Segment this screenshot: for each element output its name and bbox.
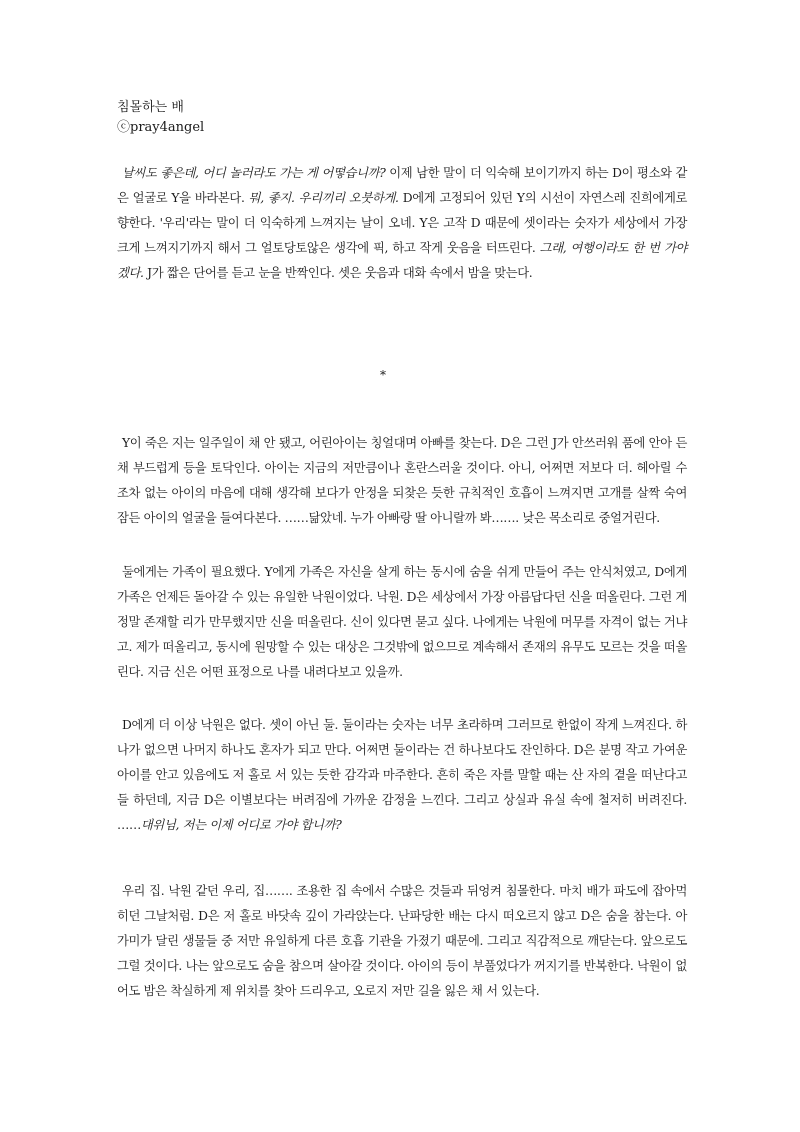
text-run: 둘에게는 가족이 필요했다. Y에게 가족은 자신을 살게 하는 동시에 숨을 쉬게 만들어 주는 안식처였고, D에게 가족은 언제든 돌아갈 수 있는 유일한 낙원이었다. 낙원. D은 세상에서 가장 아름답다던 신을 떠올린다. 그런 게 정말 존재할 리가 만무했지만 신을 떠올린다. 신이 있다면 묻고 싶다. 나에게는 낙원에 머무를 자격이 없는 거냐고. 제가 떠올리고, 동시에 원망할 수 있는 대상은 그것밖에 없으므로 계속해서 존재의 유무도 모르는 것을 떠올린다. 지금 신은 어떤 표정으로 나를 내려다보고 있을까. [117, 565, 687, 679]
text-run: D에게 더 이상 낙원은 없다. 셋이 아닌 둘. 둘이라는 숫자는 너무 초라하며 그러므로 한없이 작게 느껴진다. 하나가 없으면 나머지 하나도 혼자가 되고 만다. 어쩌면 둘이라는 건 하나보다도 잔인하다. D은 분명 작고 가여운 아이를 안고 있음에도 저 홀로 서 있는 듯한 감각과 마주한다. 흔히 죽은 자를 말할 때는 산 자의 곁을 떠난다고들 하던데, 지금 D은 이별보다는 버려짐에 가까운 감정을 느낀다. 그리고 상실과 유실 속에 철저히 버려진다. …… [117, 718, 687, 832]
text-run: Y이 죽은 지는 일주일이 채 안 됐고, 어린아이는 칭얼대며 아빠를 찾는다. D은 그런 J가 안쓰러워 품에 안아 든 채 부드럽게 등을 토닥인다. 아이는 지금의 저만큼이나 혼란스러울 것이다. 아니, 어쩌면 저보다 더. 헤아릴 수조차 없는 아이의 마음에 대해 생각해 보다가 안정을 되찾은 듯한 규칙적인 호흡이 느껴지면 고개를 살짝 숙여 잠든 아이의 얼굴을 들여다본다. ……닮았네. 누가 아빠랑 딸 아니랄까 봐……. 낮은 목소리로 중얼거린다. [117, 436, 687, 525]
paragraph-2 [117, 431, 687, 531]
paragraph-5 [117, 879, 687, 1004]
text-run: 우리 집. 낙원 같던 우리, 집……. 조용한 집 속에서 수많은 것들과 뒤엉켜 침몰한다. 마치 배가 파도에 잡아먹히던 그날처럼. D은 저 홀로 바닷속 깊이 가라앉는다. 난파당한 배는 다시 떠오르지 않고 D은 숨을 참는다. 아가미가 달린 생물들 중 저만 유일하게 다른 호흡 기관을 가졌기 때문에. 그리고 직감적으로 깨닫는다. 앞으로도 그럴 것이다. 나는 앞으로도 숨을 참으며 살아갈 것이다. 아이의 등이 부풀었다가 꺼지기를 반복한다. 낙원이 없어도 밤은 착실하게 제 위치를 찾아 드리우고, 오로지 저만 길을 잃은 채 서 있는다. [117, 884, 687, 998]
paragraph-4 [117, 713, 687, 838]
text-run: 이제 남한 말이 더 익숙해 보이기까지 하는 D이 평소와 같은 얼굴로 Y을 바라본다. [117, 166, 688, 205]
author-credit: ⓒpray4angel [117, 120, 205, 135]
text-run: J가 짧은 단어를 듣고 눈을 반짝인다. 셋은 웃음과 대화 속에서 밤을 맞는다. [143, 266, 533, 280]
title-block [117, 98, 204, 138]
italic-dialogue: 대위님, 저는 이제 어디로 가야 합니까? [140, 818, 342, 832]
document-title: 침몰하는 배 [117, 100, 184, 115]
section-separator: * [380, 368, 386, 382]
italic-dialogue: 날씨도 좋은데, 어디 놀러라도 가는 게 어떻습니까? [122, 166, 386, 180]
italic-dialogue: 그래, 여행이라도 한 번 가야겠다. [117, 241, 687, 280]
italic-dialogue: 뭐, 좋지. 우리끼리 오붓하게. [248, 191, 399, 205]
text-run: D에게 고정되어 있던 Y의 시선이 자연스레 진희에게로 향한다. '우리'라는 말이 더 익숙하게 느껴지는 날이 오네. Y은 고작 D 때문에 셋이라는 숫자가 세상에서 가장 크게 느껴지기까지 해서 그 얼토당토않은 생각에 픽, 하고 작게 웃음을 터뜨린다. [117, 191, 688, 255]
paragraph-1 [117, 161, 687, 286]
paragraph-3 [117, 560, 687, 685]
